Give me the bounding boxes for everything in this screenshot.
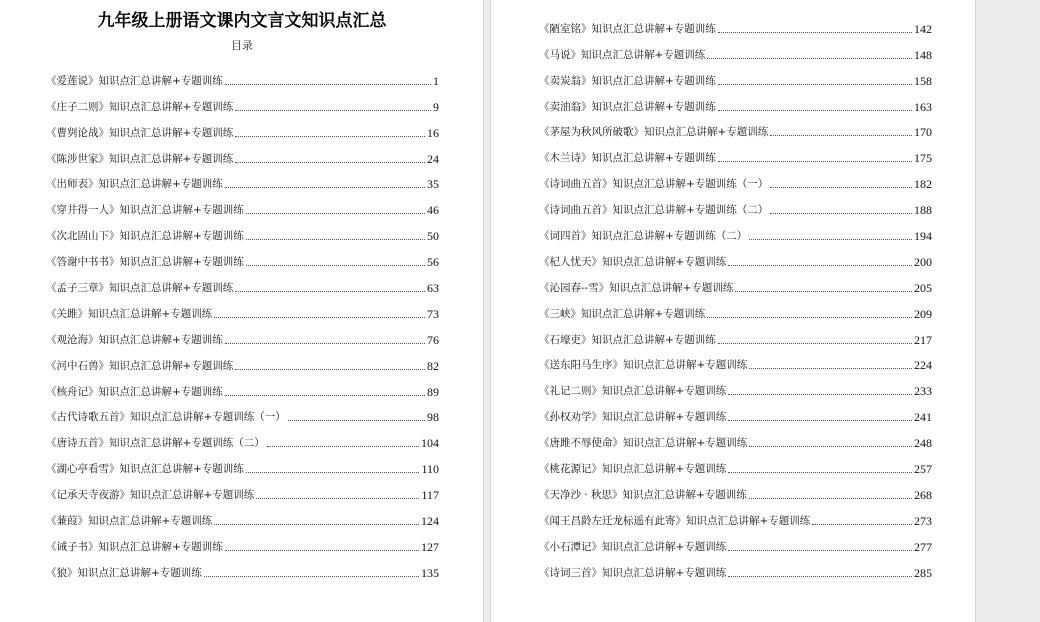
toc-dot-leader [718,31,912,33]
toc-entry[interactable] [46,217,439,243]
toc-dot-leader [770,186,912,188]
toc-page-number: 200 [914,254,932,269]
toc-page-number: 233 [914,384,932,399]
toc-entry[interactable] [46,554,439,580]
toc-entry-title: 《送东阳马生序》知识点汇总讲解+专题训练 [539,359,748,372]
toc-entry[interactable] [46,62,439,88]
toc-dot-leader [749,497,912,499]
toc-entry-title: 《狼》知识点汇总讲解+专题训练 [46,566,202,579]
toc-entry-title: 《诫子书》知识点汇总讲解+专题训练 [46,540,223,553]
toc-entry-title: 《词四首》知识点汇总讲解+专题训练（二） [539,230,748,243]
toc-dot-leader [718,109,912,111]
toc-entry-title: 《石壕吏》知识点汇总讲解+专题训练 [539,333,716,346]
toc-entry-title: 《蒹葭》知识点汇总讲解+专题训练 [46,515,213,528]
toc-entry[interactable] [46,399,439,425]
toc-page-number: 50 [427,229,439,244]
toc-page-number: 142 [914,21,932,36]
toc-page-number: 35 [427,177,439,192]
toc-entry[interactable] [46,88,439,114]
toc-entry[interactable] [46,450,439,476]
toc-page-number: 89 [427,384,439,399]
toc-entry[interactable] [539,554,932,580]
toc-entry[interactable] [46,373,439,399]
toc-page-number: 1 [433,73,439,88]
toc-dot-leader [225,83,431,85]
toc-page-number: 148 [914,47,932,62]
toc-entry-title: 《木兰诗》知识点汇总讲解+专题训练 [539,152,716,165]
toc-page-number: 63 [427,281,439,296]
toc-page-number: 56 [427,255,439,270]
toc-dot-leader [235,368,425,370]
toc-entry[interactable] [539,269,932,295]
toc-dot-leader [225,342,425,344]
toc-dot-leader [728,393,912,395]
toc-page-number: 9 [433,99,439,114]
toc-entry-title: 《河中石兽》知识点汇总讲解+专题训练 [46,359,234,372]
toc-dot-leader [749,367,912,369]
toc-dot-leader [214,316,425,318]
toc-entry-title: 《孙权劝学》知识点汇总讲解+专题训练 [539,411,727,424]
toc-entry-title: 《桃花源记》知识点汇总讲解+专题训练 [539,463,727,476]
document-page-left [0,0,484,622]
document-page-right [490,0,976,622]
toc-entry[interactable] [539,424,932,450]
toc-page-number: 16 [427,125,439,140]
toc-page-number: 194 [914,229,932,244]
toc-dot-leader [246,471,420,473]
toc-entry-title: 《闻王昌龄左迁龙标遥有此寄》知识点汇总讲解+专题训练 [539,514,811,527]
toc-page-number: 188 [914,203,932,218]
toc-entry[interactable] [539,476,932,502]
toc-entry-title: 《陈涉世家》知识点汇总讲解+专题训练 [46,152,234,165]
toc-dot-leader [235,161,425,163]
toc-entry[interactable] [46,476,439,502]
toc-dot-leader [770,212,912,214]
toc-page-number: 182 [914,177,932,192]
toc-entry[interactable] [46,114,439,140]
toc-entry-title: 《观沧海》知识点汇总讲解+专题训练 [46,333,223,346]
toc-dot-leader [225,186,425,188]
toc-page-number: 124 [421,514,439,529]
toc-dot-leader [267,445,419,447]
toc-page-number: 285 [914,565,932,580]
toc-page-number: 73 [427,306,439,321]
toc-entry-title: 《曹刿论战》知识点汇总讲解+专题训练 [46,126,234,139]
toc-dot-leader [214,523,419,525]
toc-entry-title: 《卖炭翁》知识点汇总讲解+专题训练 [539,74,716,87]
toc-entry[interactable] [539,502,932,528]
toc-entry-title: 《唐诗五首》知识点汇总讲解+专题训练（二） [46,437,265,450]
toc-entry[interactable] [46,321,439,347]
toc-page-number: 163 [914,99,932,114]
toc-entry-title: 《杞人忧天》知识点汇总讲解+专题训练 [539,255,727,268]
toc-dot-leader [225,549,419,551]
toc-entry[interactable] [539,372,932,398]
toc-entry-title: 《诗词曲五首》知识点汇总讲解+专题训练（二） [539,204,769,217]
toc-page-number: 158 [914,73,932,88]
toc-entry-title: 《沁园春--雪》知识点汇总讲解+专题训练 [539,281,734,294]
toc-dot-leader [256,497,419,499]
toc-page-number: 268 [914,487,932,502]
toc-dot-leader [735,290,912,292]
toc-dot-leader [728,264,912,266]
toc-page-number: 104 [421,436,439,451]
toc-page-number: 217 [914,332,932,347]
toc-page-number: 170 [914,125,932,140]
document-title: 九年级上册语文课内文言文知识点汇总 [97,11,387,31]
toc-dot-leader [288,419,425,421]
toc-entry[interactable] [46,166,439,192]
toc-dot-leader [728,471,912,473]
toc-page-number: 241 [914,410,932,425]
toc-entry[interactable] [539,450,932,476]
toc-entry-title: 《爱莲说》知识点汇总讲解+专题训练 [46,74,223,87]
toc-dot-leader [246,212,425,214]
toc-entry-title: 《出师表》知识点汇总讲解+专题训练 [46,178,223,191]
toc-page-number: 224 [914,358,932,373]
toc-entry[interactable] [539,114,932,140]
toc-entry[interactable] [539,398,932,424]
toc-page-number: 257 [914,462,932,477]
toc-entry-title: 《天净沙 · 秋思》知识点汇总讲解+专题训练 [539,488,747,501]
toc-entry[interactable] [539,217,932,243]
toc-entry[interactable] [46,502,439,528]
toc-dot-leader [728,419,912,421]
toc-page-number: 273 [914,513,932,528]
toc-entry-title: 《三峡》知识点汇总讲解+专题训练 [539,307,706,320]
toc-entry[interactable] [539,295,932,321]
toc-entry-title: 《诗词三首》知识点汇总讲解+专题训练 [539,566,727,579]
toc-entry[interactable] [539,36,932,62]
toc-entry-title: 《唐雎不辱使命》知识点汇总讲解+专题训练 [539,437,748,450]
table-of-contents-left [46,62,439,580]
toc-entry-title: 《次北固山下》知识点汇总讲解+专题训练 [46,230,244,243]
toc-entry[interactable] [46,424,439,450]
toc-page-number: 24 [427,151,439,166]
toc-entry[interactable] [539,88,932,114]
toc-dot-leader [812,523,912,525]
toc-entry[interactable] [46,269,439,295]
toc-entry-title: 《诗词曲五首》知识点汇总讲解+专题训练（一） [539,178,769,191]
toc-dot-leader [235,109,431,111]
toc-dot-leader [707,57,912,59]
toc-dot-leader [718,83,912,85]
toc-entry[interactable] [539,139,932,165]
toc-page-number: 175 [914,151,932,166]
toc-page-number: 46 [427,203,439,218]
toc-page-number: 82 [427,358,439,373]
toc-dot-leader [225,394,425,396]
toc-page-number: 205 [914,280,932,295]
toc-page-number: 117 [421,488,439,503]
toc-entry-title: 《核舟记》知识点汇总讲解+专题训练 [46,385,223,398]
toc-entry[interactable] [539,165,932,191]
toc-entry[interactable] [46,528,439,554]
toc-entry-title: 《穿井得一人》知识点汇总讲解+专题训练 [46,204,244,217]
toc-entry-title: 《马说》知识点汇总讲解+专题训练 [539,48,706,61]
toc-entry[interactable] [46,191,439,217]
toc-dot-leader [204,575,419,577]
toc-page-number: 277 [914,539,932,554]
toc-entry-title: 《孟子三章》知识点汇总讲解+专题训练 [46,282,234,295]
toc-entry-title: 《记承天寺夜游》知识点汇总讲解+专题训练 [46,489,255,502]
toc-entry[interactable] [46,243,439,269]
toc-entry-title: 《陋室铭》知识点汇总讲解+专题训练 [539,22,716,35]
toc-entry[interactable] [539,243,932,269]
toc-dot-leader [235,135,425,137]
toc-entry[interactable] [539,528,932,554]
toc-page-number: 135 [421,565,439,580]
toc-dot-leader [246,264,425,266]
toc-dot-leader [707,316,912,318]
toc-dot-leader [728,575,912,577]
toc-entry-title: 《礼记二则》知识点汇总讲解+专题训练 [539,385,727,398]
toc-entry[interactable] [539,347,932,373]
toc-entry[interactable] [539,321,932,347]
toc-entry-title: 《茅屋为秋风所破歌》知识点汇总讲解+专题训练 [539,126,769,139]
toc-heading: 目录 [231,39,253,52]
toc-entry[interactable] [46,347,439,373]
toc-entry-title: 《关雎》知识点汇总讲解+专题训练 [46,307,213,320]
toc-entry-title: 《古代诗歌五首》知识点汇总讲解+专题训练（一） [46,411,286,424]
toc-page-number: 248 [914,436,932,451]
toc-dot-leader [770,134,912,136]
toc-entry[interactable] [539,62,932,88]
toc-page-number: 209 [914,306,932,321]
toc-entry-title: 《湖心亭看雪》知识点汇总讲解+专题训练 [46,463,244,476]
toc-entry[interactable] [539,10,932,36]
toc-entry-title: 《小石潭记》知识点汇总讲解+专题训练 [539,540,727,553]
toc-entry-title: 《庄子二则》知识点汇总讲解+专题训练 [46,100,234,113]
toc-dot-leader [246,238,425,240]
toc-entry[interactable] [46,140,439,166]
toc-dot-leader [235,290,425,292]
toc-page-number: 98 [427,410,439,425]
toc-page-number: 110 [421,462,439,477]
toc-entry[interactable] [539,191,932,217]
toc-dot-leader [749,238,912,240]
toc-page-number: 127 [421,539,439,554]
toc-dot-leader [718,342,912,344]
toc-entry[interactable] [46,295,439,321]
toc-dot-leader [728,549,912,551]
toc-page-number: 76 [427,332,439,347]
toc-entry-title: 《卖油翁》知识点汇总讲解+专题训练 [539,100,716,113]
toc-dot-leader [718,160,912,162]
toc-dot-leader [749,445,912,447]
table-of-contents-right [539,10,932,580]
toc-entry-title: 《答谢中书书》知识点汇总讲解+专题训练 [46,256,244,269]
